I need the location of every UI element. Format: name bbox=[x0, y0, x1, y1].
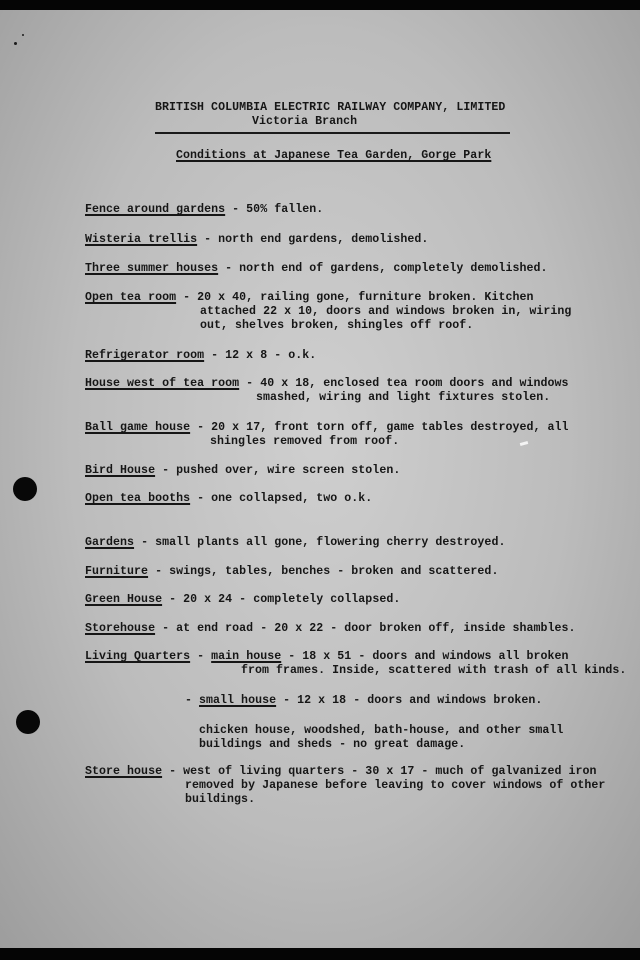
entry-furniture bbox=[85, 565, 498, 579]
entry-open-tea-booths-text: - one collapsed, two o.k. bbox=[190, 492, 373, 505]
scanned-page bbox=[0, 10, 640, 948]
entry-open-tea-room-line2: attached 22 x 10, doors and windows broken in, wiring bbox=[200, 305, 572, 318]
entry-fence-text: - 50% fallen. bbox=[225, 203, 324, 216]
entry-living-quarters-sublabel: main house bbox=[211, 650, 282, 663]
entry-bird-house-text: - pushed over, wire screen stolen. bbox=[155, 464, 401, 477]
branch-name: Victoria Branch bbox=[252, 115, 358, 128]
entry-living-quarters-label: Living Quarters bbox=[85, 650, 191, 663]
entry-gardens-label: Gardens bbox=[85, 536, 135, 549]
entry-small-house-text: - 12 x 18 - doors and windows broken. bbox=[276, 694, 543, 707]
entry-refrigerator-room-text: - 12 x 8 - o.k. bbox=[204, 349, 317, 362]
entry-summer-houses-label: Three summer houses bbox=[85, 262, 219, 275]
entry-wisteria-text: - north end gardens, demolished. bbox=[197, 233, 429, 246]
entry-store-house-text: - west of living quarters - 30 x 17 - much of galvanized iron bbox=[162, 765, 597, 778]
scan-speck bbox=[22, 34, 24, 36]
entry-house-west-line2: smashed, wiring and light fixtures stolen. bbox=[256, 391, 551, 404]
entry-refrigerator-room bbox=[85, 349, 316, 363]
entry-open-tea-booths bbox=[85, 492, 372, 506]
entry-refrigerator-room-label: Refrigerator room bbox=[85, 349, 205, 362]
entry-fence-label: Fence around gardens bbox=[85, 203, 226, 216]
binder-hole bbox=[13, 477, 37, 501]
entry-living-quarters bbox=[85, 650, 569, 664]
entry-storehouse bbox=[85, 622, 576, 636]
entry-furniture-text: - swings, tables, benches - broken and scattered. bbox=[148, 565, 499, 578]
entry-store-house bbox=[85, 765, 597, 779]
entry-green-house-text: - 20 x 24 - completely collapsed. bbox=[162, 593, 401, 606]
entry-house-west-text: - 40 x 18, enclosed tea room doors and windows bbox=[239, 377, 569, 390]
scan-border-bottom bbox=[0, 948, 640, 960]
entry-ball-game-house-line2: shingles removed from roof. bbox=[210, 435, 400, 448]
binder-hole bbox=[16, 710, 40, 734]
entry-storehouse-text: - at end road - 20 x 22 - door broken off, inside shambles. bbox=[155, 622, 576, 635]
entry-open-tea-room-text: - 20 x 40, railing gone, furniture broken. Kitchen bbox=[176, 291, 534, 304]
entry-summer-houses bbox=[85, 262, 548, 276]
entry-open-tea-room-label: Open tea room bbox=[85, 291, 177, 304]
entry-living-quarters-text: - 18 x 51 - doors and windows all broken bbox=[281, 650, 569, 663]
entry-store-house-line3: buildings. bbox=[185, 793, 256, 806]
entry-summer-houses-text: - north end of gardens, completely demolished. bbox=[218, 262, 548, 275]
entry-small-house-label: small house bbox=[199, 694, 277, 707]
entry-gardens-text: - small plants all gone, flowering cherry destroyed. bbox=[134, 536, 506, 549]
entry-ball-game-house-label: Ball game house bbox=[85, 421, 191, 434]
entry-bird-house bbox=[85, 464, 400, 478]
company-name: BRITISH COLUMBIA ELECTRIC RAILWAY COMPANY, LIMITED bbox=[155, 101, 506, 114]
entry-store-house-line2: removed by Japanese before leaving to cover windows of other bbox=[185, 779, 606, 792]
entry-fence bbox=[85, 203, 323, 217]
document-title: Conditions at Japanese Tea Garden, Gorge Park bbox=[176, 149, 492, 162]
entry-ball-game-house bbox=[85, 421, 569, 435]
entry-house-west bbox=[85, 377, 569, 391]
entry-small-house-dash: - bbox=[185, 694, 200, 707]
entry-small-house bbox=[185, 694, 542, 708]
scan-border-top bbox=[0, 0, 640, 10]
scan-blemish bbox=[520, 441, 529, 446]
entry-outbuildings-line1: chicken house, woodshed, bath-house, and other small bbox=[199, 724, 564, 737]
header-rule bbox=[155, 132, 510, 134]
entry-gardens bbox=[85, 536, 505, 550]
entry-store-house-label: Store house bbox=[85, 765, 163, 778]
entry-open-tea-room bbox=[85, 291, 534, 305]
entry-open-tea-booths-label: Open tea booths bbox=[85, 492, 191, 505]
entry-green-house bbox=[85, 593, 400, 607]
entry-ball-game-house-text: - 20 x 17, front torn off, game tables destroyed, all bbox=[190, 421, 569, 434]
entry-furniture-label: Furniture bbox=[85, 565, 149, 578]
entry-living-quarters-line2: from frames. Inside, scattered with trash of all kinds. bbox=[241, 664, 627, 677]
entry-living-quarters-dash: - bbox=[190, 650, 212, 663]
entry-wisteria bbox=[85, 233, 428, 247]
entry-wisteria-label: Wisteria trellis bbox=[85, 233, 198, 246]
entry-outbuildings-line2: buildings and sheds - no great damage. bbox=[199, 738, 466, 751]
entry-bird-house-label: Bird House bbox=[85, 464, 156, 477]
entry-open-tea-room-line3: out, shelves broken, shingles off roof. bbox=[200, 319, 474, 332]
scan-speck bbox=[14, 42, 17, 45]
entry-storehouse-label: Storehouse bbox=[85, 622, 156, 635]
entry-green-house-label: Green House bbox=[85, 593, 163, 606]
entry-house-west-label: House west of tea room bbox=[85, 377, 240, 390]
